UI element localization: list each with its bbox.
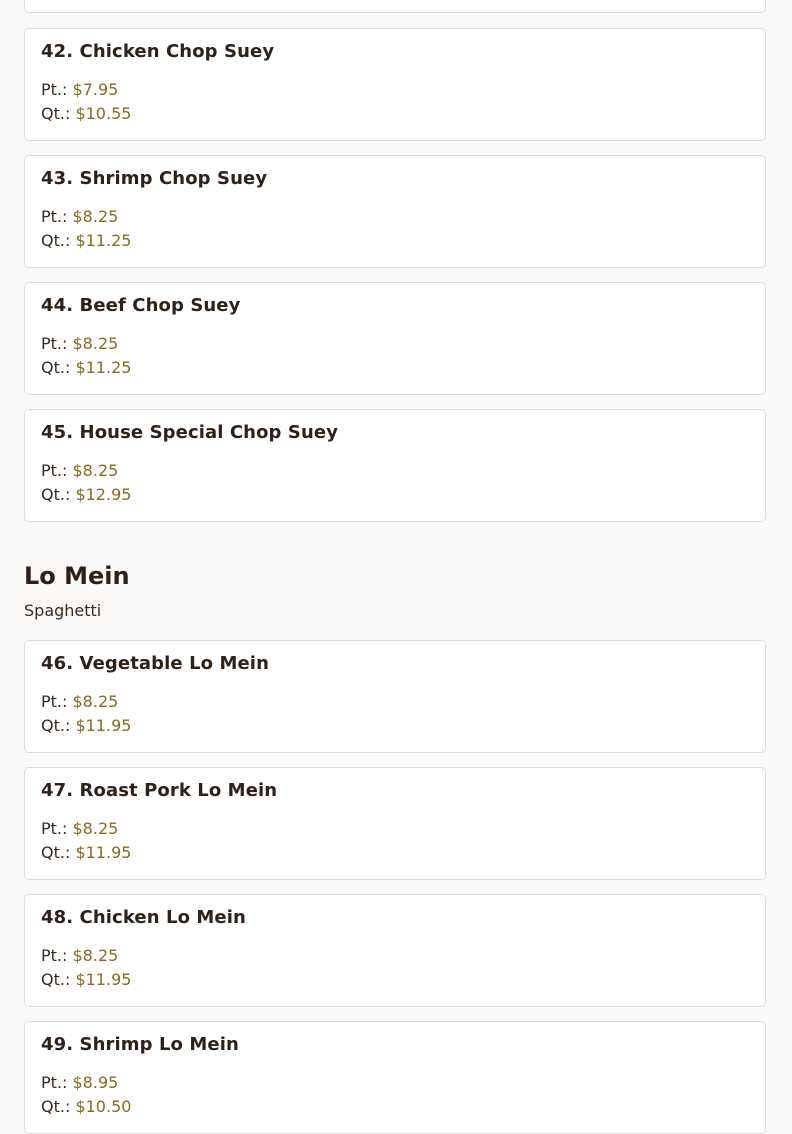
- price-label-pint: Pt.:: [41, 1073, 68, 1092]
- price-pint: [41, 206, 118, 228]
- price-label-quart: Qt.:: [41, 231, 71, 250]
- price-value-quart: $11.25: [75, 231, 132, 250]
- price-label-quart: Qt.:: [41, 104, 71, 123]
- menu-item-title: 42. Chicken Chop Suey: [41, 41, 275, 62]
- menu-item-title: 48. Chicken Lo Mein: [41, 907, 246, 928]
- price-value-pint: $8.25: [72, 946, 119, 965]
- price-value-pint: $8.25: [72, 461, 119, 480]
- price-value-quart: $10.50: [75, 1097, 132, 1116]
- price-value-pint: $8.95: [72, 1073, 119, 1092]
- price-quart: [41, 1096, 131, 1118]
- price-quart: [41, 103, 131, 125]
- price-pint: [41, 333, 118, 355]
- price-label-pint: Pt.:: [41, 692, 68, 711]
- price-value-quart: $12.95: [75, 485, 132, 504]
- price-quart: [41, 715, 131, 737]
- price-value-quart: $11.95: [75, 716, 132, 735]
- price-quart: [41, 484, 131, 506]
- price-quart: [41, 230, 131, 252]
- price-value-pint: $8.25: [72, 334, 119, 353]
- menu-item-card[interactable]: [24, 767, 766, 880]
- price-label-quart: Qt.:: [41, 970, 71, 989]
- price-label-quart: Qt.:: [41, 485, 71, 504]
- price-quart: [41, 842, 131, 864]
- menu-item-title: 44. Beef Chop Suey: [41, 295, 241, 316]
- price-label-pint: Pt.:: [41, 334, 68, 353]
- menu-item-card[interactable]: [24, 409, 766, 522]
- price-value-pint: $7.95: [72, 80, 119, 99]
- price-quart: [41, 357, 131, 379]
- price-value-quart: $10.55: [75, 104, 132, 123]
- menu-item-title: 43. Shrimp Chop Suey: [41, 168, 268, 189]
- price-label-pint: Pt.:: [41, 80, 68, 99]
- price-label-pint: Pt.:: [41, 207, 68, 226]
- section-subtitle: Spaghetti: [24, 601, 102, 620]
- section-title: Lo Mein: [24, 562, 130, 590]
- menu-item-card[interactable]: [24, 28, 766, 141]
- price-value-quart: $11.95: [75, 843, 132, 862]
- menu-item-card[interactable]: [24, 894, 766, 1007]
- price-label-pint: Pt.:: [41, 819, 68, 838]
- price-label-quart: Qt.:: [41, 716, 71, 735]
- menu-item-card[interactable]: [24, 640, 766, 753]
- price-value-quart: $11.95: [75, 970, 132, 989]
- price-quart: [41, 969, 131, 991]
- price-label-quart: Qt.:: [41, 358, 71, 377]
- price-label-quart: Qt.:: [41, 1097, 71, 1116]
- price-pint: [41, 691, 118, 713]
- menu-item-card-partial[interactable]: [24, 0, 766, 13]
- menu-item-title: 46. Vegetable Lo Mein: [41, 653, 269, 674]
- price-pint: [41, 945, 118, 967]
- price-value-pint: $8.25: [72, 692, 119, 711]
- price-label-quart: Qt.:: [41, 843, 71, 862]
- price-pint: [41, 79, 118, 101]
- price-label-pint: Pt.:: [41, 946, 68, 965]
- menu-item-title: 49. Shrimp Lo Mein: [41, 1034, 239, 1055]
- menu-item-card[interactable]: [24, 1021, 766, 1134]
- price-value-quart: $11.25: [75, 358, 132, 377]
- price-pint: [41, 818, 118, 840]
- price-value-pint: $8.25: [72, 819, 119, 838]
- menu-item-title: 45. House Special Chop Suey: [41, 422, 339, 443]
- price-pint: [41, 1072, 118, 1094]
- price-label-pint: Pt.:: [41, 461, 68, 480]
- menu-item-card[interactable]: [24, 282, 766, 395]
- price-pint: [41, 460, 118, 482]
- menu-item-card[interactable]: [24, 155, 766, 268]
- menu-item-title: 47. Roast Pork Lo Mein: [41, 780, 278, 801]
- price-value-pint: $8.25: [72, 207, 119, 226]
